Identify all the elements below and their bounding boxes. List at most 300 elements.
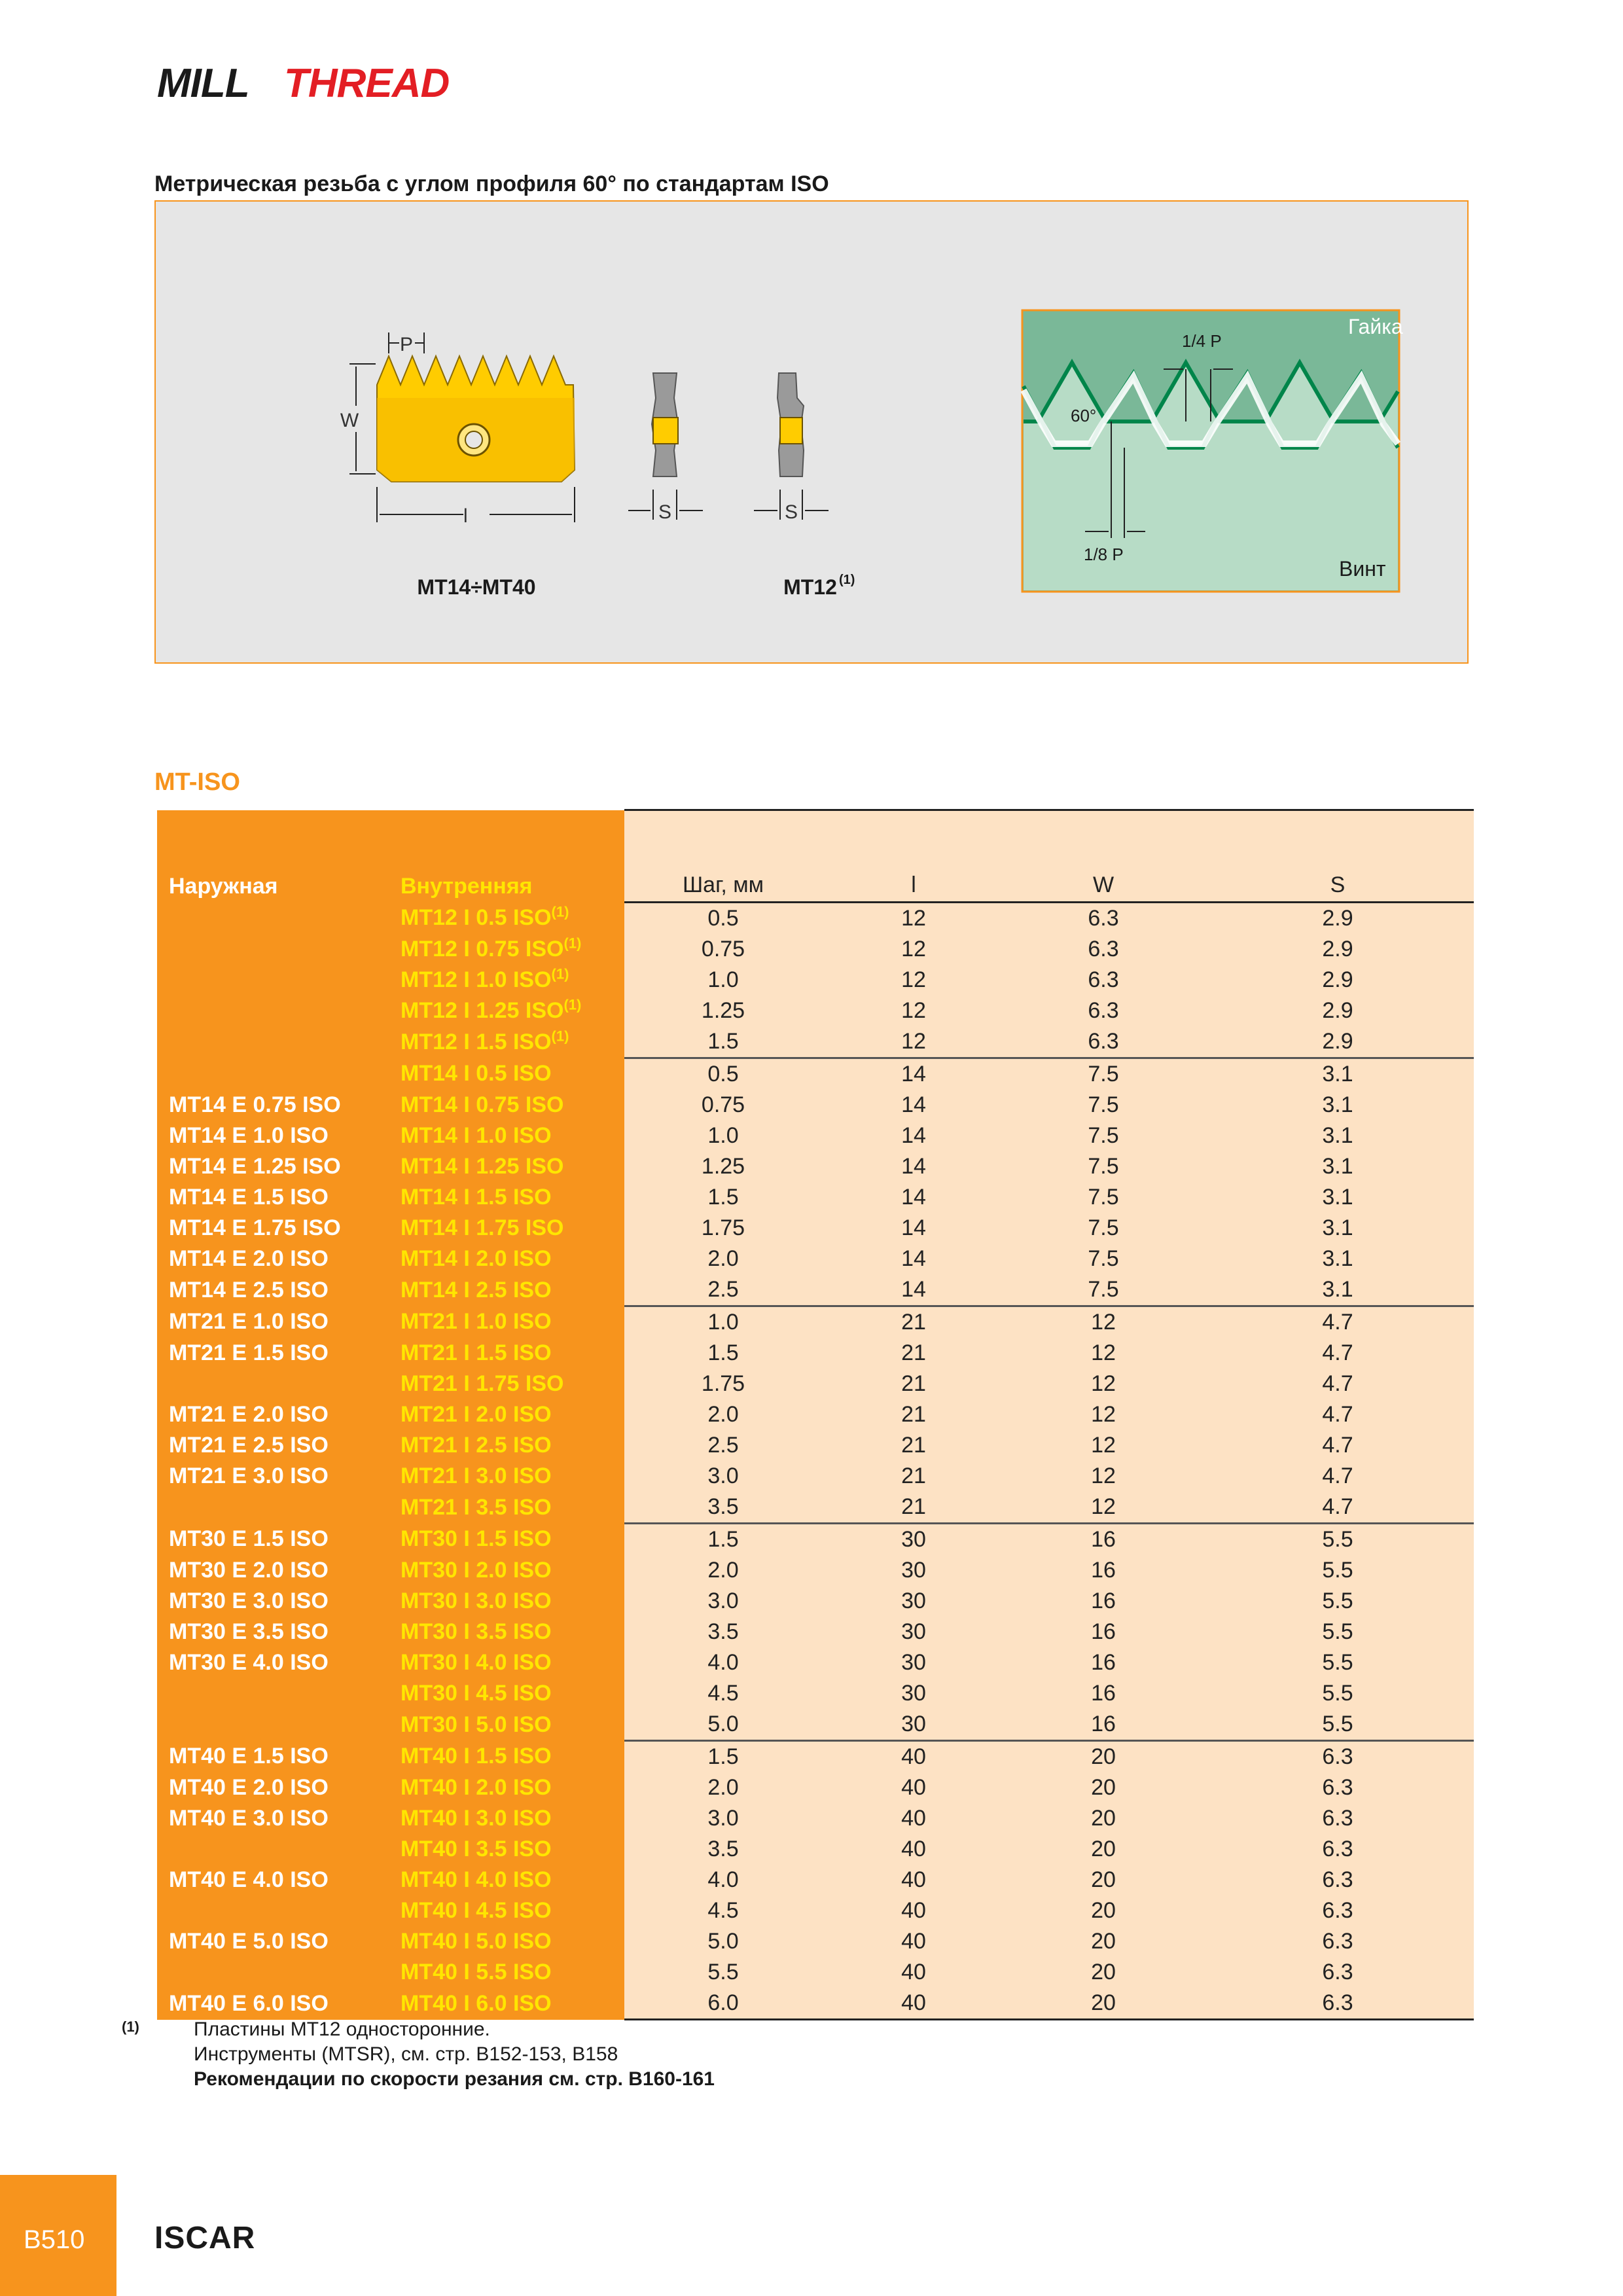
cell-l: [822, 1988, 1005, 2020]
table-row: [157, 1617, 1474, 1647]
cell-s-text: 2.9: [1322, 906, 1353, 931]
cell-s-text: 3.1: [1322, 1154, 1353, 1179]
cell-internal-text: MT12 I 0.75 ISO: [401, 937, 564, 961]
cell-pitch-text: 0.5: [707, 906, 739, 931]
table-row: [157, 1988, 1474, 2020]
dim-s-label-2: S: [784, 501, 798, 523]
cell-l: [822, 1058, 1005, 1090]
table-row: [157, 1555, 1474, 1586]
diagram-panel: [154, 200, 1469, 664]
cell-w-text: 20: [1091, 1837, 1116, 1861]
cell-w: [1005, 1524, 1202, 1556]
cell-pitch: [624, 1586, 822, 1617]
footnote-line-2: Инструменты (MTSR), см. стр. B152-153, B158: [194, 2043, 618, 2065]
cell-external: [157, 1865, 391, 1895]
cell-w-text: 16: [1091, 1650, 1116, 1675]
cell-internal: [391, 1988, 624, 2020]
profile-angle-label: 60°: [1071, 406, 1097, 425]
cell-pitch-text: 5.5: [707, 1960, 739, 1984]
table-row: [157, 1492, 1474, 1524]
cell-external-text: MT14 E 0.75 ISO: [169, 1092, 341, 1117]
cell-s: [1202, 1090, 1474, 1121]
cell-s-text: 5.5: [1322, 1650, 1353, 1675]
cell-s-text: 2.9: [1322, 937, 1353, 961]
cell-internal: [391, 1058, 624, 1090]
cell-pitch: [624, 1026, 822, 1058]
cell-external: [157, 1182, 391, 1213]
cell-l-text: 40: [901, 1867, 926, 1892]
insert-caption-mt14-mt40: MT14÷MT40: [417, 575, 536, 599]
cell-l-text: 40: [901, 1929, 926, 1954]
cell-l-text: 21: [901, 1371, 926, 1396]
cell-external-text: MT14 E 1.0 ISO: [169, 1123, 329, 1148]
cell-internal: [391, 1182, 624, 1213]
footnote-ref: (1): [551, 965, 569, 982]
cell-s-text: 4.7: [1322, 1340, 1353, 1365]
cell-w-text: 6.3: [1088, 1029, 1119, 1054]
cell-internal-text: MT21 I 1.0 ISO: [401, 1309, 552, 1335]
profile-nut-label: Гайка: [1348, 315, 1403, 338]
cell-l: [822, 1678, 1005, 1709]
cell-w: [1005, 1865, 1202, 1895]
cell-pitch-text: 3.0: [707, 1588, 739, 1613]
cell-pitch: [624, 1182, 822, 1213]
cell-s: [1202, 965, 1474, 996]
cell-w: [1005, 903, 1202, 935]
cell-s: [1202, 996, 1474, 1026]
cell-pitch-text: 1.5: [707, 1527, 739, 1552]
cell-pitch: [624, 1617, 822, 1647]
cell-internal: [391, 965, 624, 996]
insert-caption-mt12: MT12: [783, 575, 837, 599]
cell-s: [1202, 1678, 1474, 1709]
cell-s: [1202, 1834, 1474, 1865]
table-row: [157, 965, 1474, 996]
header-internal: Внутренняя: [391, 810, 624, 903]
cell-l: [822, 1274, 1005, 1306]
cell-external: [157, 1026, 391, 1058]
cell-pitch: [624, 1709, 822, 1741]
cell-w-text: 16: [1091, 1681, 1116, 1706]
cell-internal: [391, 1151, 624, 1182]
cell-pitch-text: 1.0: [707, 967, 739, 992]
cell-w: [1005, 965, 1202, 996]
cell-pitch: [624, 1865, 822, 1895]
cell-pitch: [624, 1090, 822, 1121]
cell-w: [1005, 1274, 1202, 1306]
cell-external: [157, 1926, 391, 1957]
cell-pitch: [624, 1058, 822, 1090]
cell-l-text: 21: [901, 1310, 926, 1335]
cell-internal-text: MT30 I 2.0 ISO: [401, 1558, 552, 1583]
footnote-mark: (1): [122, 2018, 139, 2035]
cell-l-text: 40: [901, 1898, 926, 1923]
cell-s: [1202, 1274, 1474, 1306]
cell-l-text: 14: [901, 1277, 926, 1302]
dim-p-label: P: [399, 334, 414, 355]
cell-internal-text: MT40 I 5.5 ISO: [401, 1960, 552, 1984]
cell-internal: [391, 1555, 624, 1586]
cell-w: [1005, 1338, 1202, 1369]
cell-s: [1202, 1524, 1474, 1556]
dim-w-label: W: [340, 410, 359, 431]
cell-l: [822, 1647, 1005, 1678]
footnote-line-3: Рекомендации по скорости резания см. стр. B160-161: [194, 2068, 715, 2090]
cell-pitch: [624, 1834, 822, 1865]
cell-external-text: MT14 E 1.25 ISO: [169, 1154, 341, 1179]
cell-l: [822, 1369, 1005, 1399]
table-row: [157, 1058, 1474, 1090]
cell-internal: [391, 1430, 624, 1461]
table-row: [157, 1369, 1474, 1399]
cell-internal-text: MT14 I 1.0 ISO: [401, 1123, 552, 1148]
cell-external: [157, 1647, 391, 1678]
cell-s: [1202, 1399, 1474, 1430]
cell-s-text: 3.1: [1322, 1246, 1353, 1271]
cell-external: [157, 1524, 391, 1556]
dim-s-label-1: S: [658, 501, 672, 523]
cell-s-text: 5.5: [1322, 1588, 1353, 1613]
cell-l-text: 14: [901, 1185, 926, 1210]
cell-s: [1202, 1865, 1474, 1895]
cell-pitch-text: 1.0: [707, 1310, 739, 1335]
cell-l: [822, 903, 1005, 935]
footnote-ref: (1): [563, 935, 582, 952]
table-body: [157, 903, 1474, 2020]
cell-s: [1202, 1492, 1474, 1524]
cell-external-text: MT21 E 1.5 ISO: [169, 1340, 329, 1365]
cell-internal: [391, 1213, 624, 1244]
cell-external-text: MT40 E 5.0 ISO: [169, 1929, 329, 1954]
cell-w-text: 7.5: [1088, 1062, 1119, 1086]
cell-pitch: [624, 965, 822, 996]
cell-pitch-text: 5.0: [707, 1712, 739, 1736]
table-row: [157, 934, 1474, 965]
cell-s-text: 6.3: [1322, 1990, 1353, 2015]
cell-l-text: 14: [901, 1062, 926, 1086]
cell-s-text: 4.7: [1322, 1310, 1353, 1335]
cell-external-text: MT14 E 2.5 ISO: [169, 1277, 329, 1302]
cell-s: [1202, 1369, 1474, 1399]
cell-internal-text: MT21 I 2.0 ISO: [401, 1402, 552, 1427]
cell-pitch-text: 1.25: [701, 1154, 745, 1179]
cell-internal: [391, 934, 624, 965]
cell-w: [1005, 1803, 1202, 1834]
cell-w: [1005, 1647, 1202, 1678]
cell-w: [1005, 1182, 1202, 1213]
cell-internal: [391, 1865, 624, 1895]
cell-s-text: 3.1: [1322, 1185, 1353, 1210]
cell-l-text: 40: [901, 1960, 926, 1984]
cell-internal-text: MT12 I 1.25 ISO: [401, 998, 564, 1023]
millthread-logo: [154, 56, 521, 109]
cell-w: [1005, 1492, 1202, 1524]
profile-eighth-label: 1/8 P: [1084, 545, 1124, 564]
cell-w-text: 12: [1091, 1310, 1116, 1335]
table-row: [157, 1461, 1474, 1492]
cell-pitch-text: 1.5: [707, 1029, 739, 1054]
cell-s: [1202, 1430, 1474, 1461]
cell-external: [157, 1678, 391, 1709]
cell-w-text: 20: [1091, 1929, 1116, 1954]
cell-l: [822, 1555, 1005, 1586]
cell-pitch: [624, 1741, 822, 1773]
table-row: [157, 1306, 1474, 1338]
cell-external-text: MT40 E 3.0 ISO: [169, 1806, 329, 1831]
cell-w: [1005, 1555, 1202, 1586]
cell-internal: [391, 1492, 624, 1524]
cell-w-text: 16: [1091, 1712, 1116, 1736]
table-row: [157, 1647, 1474, 1678]
cell-l: [822, 1492, 1005, 1524]
cell-internal: [391, 1369, 624, 1399]
cell-internal: [391, 1586, 624, 1617]
cell-internal-text: MT30 I 3.0 ISO: [401, 1588, 552, 1613]
cell-internal-text: MT40 I 3.0 ISO: [401, 1806, 552, 1831]
cell-s-text: 3.1: [1322, 1092, 1353, 1117]
header-w: W: [1005, 810, 1202, 903]
cell-pitch: [624, 1524, 822, 1556]
cell-internal: [391, 996, 624, 1026]
cell-w: [1005, 1709, 1202, 1741]
cell-l-text: 12: [901, 906, 926, 931]
cell-pitch: [624, 1926, 822, 1957]
cell-pitch-text: 4.0: [707, 1867, 739, 1892]
table-row: [157, 1957, 1474, 1988]
cell-internal-text: MT30 I 4.5 ISO: [401, 1681, 552, 1706]
cell-l: [822, 1617, 1005, 1647]
cell-l: [822, 1586, 1005, 1617]
cell-external-text: MT40 E 1.5 ISO: [169, 1744, 329, 1769]
cell-s-text: 5.5: [1322, 1527, 1353, 1552]
section-title: Метрическая резьба с углом профиля 60° по стандартам ISO: [154, 171, 829, 196]
cell-external: [157, 1274, 391, 1306]
cell-w: [1005, 1058, 1202, 1090]
cell-w: [1005, 1306, 1202, 1338]
cell-pitch-text: 4.5: [707, 1681, 739, 1706]
cell-external: [157, 1709, 391, 1741]
cell-l-text: 21: [901, 1494, 926, 1519]
cell-l: [822, 1772, 1005, 1803]
insert-mt14-mt40-drawing: [340, 332, 575, 599]
cell-pitch: [624, 1988, 822, 2020]
cell-w: [1005, 1926, 1202, 1957]
cell-l-text: 30: [901, 1681, 926, 1706]
table-row: [157, 1121, 1474, 1151]
cell-external-text: MT30 E 2.0 ISO: [169, 1558, 329, 1583]
logo-part2: THREAD: [284, 61, 450, 106]
cell-w-text: 20: [1091, 1990, 1116, 2015]
cell-internal-text: MT40 I 4.5 ISO: [401, 1898, 552, 1923]
cell-l: [822, 1524, 1005, 1556]
cell-w-text: 20: [1091, 1898, 1116, 1923]
cell-internal-text: MT40 I 5.0 ISO: [401, 1929, 552, 1954]
cell-l: [822, 1306, 1005, 1338]
table-row: [157, 1524, 1474, 1556]
cell-w: [1005, 1678, 1202, 1709]
cell-l-text: 30: [901, 1588, 926, 1613]
cell-s: [1202, 1182, 1474, 1213]
cell-pitch-text: 2.5: [707, 1433, 739, 1458]
cell-internal: [391, 1803, 624, 1834]
cell-pitch-text: 6.0: [707, 1990, 739, 2015]
cell-w: [1005, 1617, 1202, 1647]
footnote-ref: (1): [563, 996, 582, 1013]
cell-s: [1202, 1026, 1474, 1058]
cell-s-text: 6.3: [1322, 1837, 1353, 1861]
cell-w: [1005, 1213, 1202, 1244]
cell-pitch-text: 3.5: [707, 1619, 739, 1644]
cell-internal-text: MT12 I 1.5 ISO: [401, 1029, 552, 1054]
cell-l-text: 21: [901, 1463, 926, 1488]
cell-s-text: 4.7: [1322, 1402, 1353, 1427]
cell-s: [1202, 1306, 1474, 1338]
cell-l: [822, 1151, 1005, 1182]
cell-s: [1202, 1647, 1474, 1678]
cell-s-text: 4.7: [1322, 1463, 1353, 1488]
cell-pitch-text: 0.75: [701, 1092, 745, 1117]
cell-w-text: 7.5: [1088, 1092, 1119, 1117]
cell-s: [1202, 1121, 1474, 1151]
cell-s: [1202, 1338, 1474, 1369]
cell-s-text: 6.3: [1322, 1929, 1353, 1954]
cell-w-text: 6.3: [1088, 998, 1119, 1023]
cell-l: [822, 1834, 1005, 1865]
cell-pitch-text: 2.0: [707, 1246, 739, 1271]
cell-pitch-text: 1.75: [701, 1215, 745, 1240]
cell-internal-text: MT14 I 1.75 ISO: [401, 1215, 564, 1240]
cell-internal: [391, 1244, 624, 1274]
cell-w: [1005, 1957, 1202, 1988]
cell-external: [157, 1430, 391, 1461]
cell-s-text: 3.1: [1322, 1123, 1353, 1148]
cell-internal-text: MT40 I 1.5 ISO: [401, 1744, 552, 1769]
cell-s: [1202, 1555, 1474, 1586]
cell-l: [822, 1090, 1005, 1121]
cell-l-text: 14: [901, 1154, 926, 1179]
cell-external: [157, 1586, 391, 1617]
table-row: [157, 1803, 1474, 1834]
cell-l-text: 21: [901, 1402, 926, 1427]
cell-w-text: 12: [1091, 1371, 1116, 1396]
cell-l: [822, 1709, 1005, 1741]
cell-pitch: [624, 1647, 822, 1678]
cell-external-text: MT21 E 2.0 ISO: [169, 1402, 329, 1427]
cell-l-text: 14: [901, 1246, 926, 1271]
cell-external: [157, 1895, 391, 1926]
cell-l-text: 14: [901, 1123, 926, 1148]
thread-profile-drawing: [1022, 310, 1403, 592]
logo-part1: MILL: [157, 61, 249, 106]
cell-external: [157, 1461, 391, 1492]
cell-w-text: 12: [1091, 1433, 1116, 1458]
cell-pitch: [624, 1492, 822, 1524]
cell-s: [1202, 1586, 1474, 1617]
cell-pitch: [624, 1338, 822, 1369]
insert-side-view-mt12: [754, 373, 855, 599]
cell-w: [1005, 1151, 1202, 1182]
cell-l: [822, 1338, 1005, 1369]
cell-pitch: [624, 1678, 822, 1709]
cell-internal: [391, 1678, 624, 1709]
cell-w-text: 12: [1091, 1494, 1116, 1519]
header-pitch: Шаг, мм: [624, 810, 822, 903]
cell-internal: [391, 1741, 624, 1773]
cell-internal-text: MT40 I 3.5 ISO: [401, 1837, 552, 1861]
cell-l-text: 12: [901, 998, 926, 1023]
cell-s-text: 5.5: [1322, 1681, 1353, 1706]
cell-external: [157, 934, 391, 965]
cell-l-text: 30: [901, 1650, 926, 1675]
cell-l-text: 14: [901, 1092, 926, 1117]
cell-external: [157, 1957, 391, 1988]
cell-external: [157, 1151, 391, 1182]
cell-w: [1005, 1741, 1202, 1773]
cell-w-text: 16: [1091, 1619, 1116, 1644]
cell-w-text: 12: [1091, 1402, 1116, 1427]
cell-w-text: 12: [1091, 1463, 1116, 1488]
cell-external: [157, 965, 391, 996]
cell-external: [157, 1213, 391, 1244]
cell-pitch: [624, 934, 822, 965]
table-row: [157, 903, 1474, 935]
cell-pitch-text: 3.5: [707, 1494, 739, 1519]
cell-l: [822, 934, 1005, 965]
cell-external: [157, 1617, 391, 1647]
cell-internal: [391, 1121, 624, 1151]
cell-pitch: [624, 903, 822, 935]
cell-external-text: MT21 E 1.0 ISO: [169, 1309, 329, 1335]
cell-external-text: MT40 E 2.0 ISO: [169, 1775, 329, 1800]
table-title: MT-ISO: [154, 768, 240, 796]
cell-pitch: [624, 1399, 822, 1430]
cell-w-text: 16: [1091, 1527, 1116, 1552]
cell-l: [822, 1865, 1005, 1895]
cell-l: [822, 1926, 1005, 1957]
cell-l: [822, 965, 1005, 996]
cell-internal-text: MT12 I 0.5 ISO: [401, 905, 552, 931]
cell-s-text: 6.3: [1322, 1867, 1353, 1892]
cell-w-text: 6.3: [1088, 967, 1119, 992]
cell-internal: [391, 1617, 624, 1647]
profile-screw-label: Винт: [1339, 557, 1386, 581]
cell-internal: [391, 1026, 624, 1058]
cell-external: [157, 1772, 391, 1803]
cell-l-text: 21: [901, 1433, 926, 1458]
profile-quarter-label: 1/4 P: [1182, 331, 1222, 351]
cell-w: [1005, 934, 1202, 965]
cell-pitch-text: 3.0: [707, 1463, 739, 1488]
cell-internal: [391, 1895, 624, 1926]
cell-s-text: 2.9: [1322, 967, 1353, 992]
cell-internal: [391, 1090, 624, 1121]
table-row: [157, 1244, 1474, 1274]
table-row: [157, 1026, 1474, 1058]
cell-w: [1005, 1586, 1202, 1617]
cell-s-text: 6.3: [1322, 1744, 1353, 1769]
cell-w-text: 20: [1091, 1960, 1116, 1984]
cell-l-text: 40: [901, 1744, 926, 1769]
cell-s-text: 5.5: [1322, 1558, 1353, 1583]
table-row: [157, 1772, 1474, 1803]
cell-external: [157, 1399, 391, 1430]
cell-internal: [391, 903, 624, 935]
cell-w-text: 6.3: [1088, 906, 1119, 931]
cell-external: [157, 1369, 391, 1399]
cell-external: [157, 1555, 391, 1586]
cell-external-text: MT30 E 1.5 ISO: [169, 1526, 329, 1552]
cell-w: [1005, 1461, 1202, 1492]
